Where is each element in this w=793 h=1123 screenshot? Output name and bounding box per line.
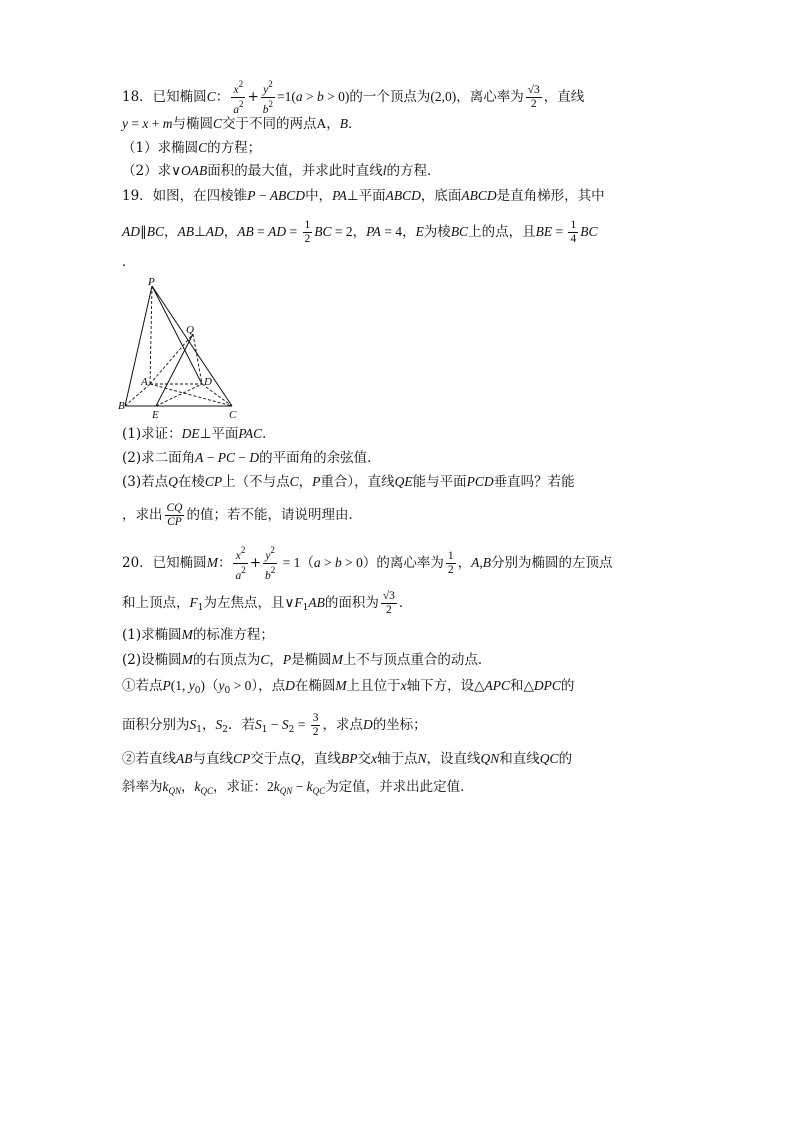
q20-case-2-cont: 斜率为$k_{QN}$，$k_{QC}$，求证：$2k_{QN} - k_{QC}$为定值，并求出此定值． — [122, 779, 474, 796]
q20-part-2: (2)设椭圆M的右顶点为C，P是椭圆M上不与顶点重合的动点． — [122, 652, 492, 668]
q20-case-2: ②若直线AB与直线CP交于点Q，直线BP交x轴于点N，设直线QN和直线QC的 — [122, 751, 573, 767]
pyramid-figure — [118, 276, 243, 421]
label-P: P — [148, 276, 155, 288]
q19-part-3-cont: ，求出 $\frac{CQ}{CP}$ 的值；若不能，请说明理由． — [122, 502, 362, 528]
q18-part-1: （1）求椭圆C的方程； — [122, 140, 262, 156]
q19-dot: ． — [122, 254, 136, 270]
q20-case-1: ①若点P(1, $y_0)(y_0 > 0)$，点D在椭圆M上且位于x轴下方，设△APC和△DPC的 — [122, 678, 575, 696]
label-Q: Q — [186, 324, 194, 336]
q19-part-3: (3)若点Q在棱CP上（不与点C，P重合），直线QE能与平面PCD垂直吗？若能 — [122, 474, 575, 490]
q19-part-2: (2)求二面角A − PC − D的平面角的余弦值． — [122, 450, 381, 466]
q20-case-1-cont: 面积分别为$S_1$，$S_2$．若$S_1 - S_2$ = $\frac{3}{2}$ ，求点D的坐标； — [122, 712, 427, 738]
q18-line-2: y = x + m与椭圆C交于不同的两点A，B． — [122, 116, 362, 132]
q19-line-2: AD∥BC，AB⊥AD，AB = AD = $\frac{1}{2}$ BC = 2，PA = 4，E为棱BC上的点，且BE = $\frac{1}{4}$ BC — [122, 219, 598, 245]
q18-part-2: （2）求∨OAB面积的最大值，并求此时直线l的方程． — [122, 163, 441, 179]
q19-line-1: 19．如图，在四棱锥P − ABCD中，PA⊥平面ABCD，底面ABCD是直角梯形，其中 — [122, 188, 605, 204]
q20-line-1: 20．已知椭圆M： $\frac{x^2}{a^2}$ + $\frac{y^2}{b^2}$ = 1（a > b > 0）的离心率为 $\frac{1}{2}$ ，A,B分别为椭圆的左顶点 — [122, 545, 613, 582]
label-B: B — [118, 400, 125, 412]
label-A: A — [141, 376, 148, 388]
q20-line-2: 和上顶点，$F_1$为左焦点，且$\vee F_1AB$的面积为 $\frac{√3}{2}$ ． — [122, 590, 413, 616]
label-C: C — [229, 409, 237, 421]
q19-part-1: (1)求证：DE⊥平面PAC． — [122, 426, 276, 442]
label-D: D — [204, 376, 212, 388]
q20-part-1: (1)求椭圆M的标准方程； — [122, 627, 274, 643]
q18-line-1: 18．已知椭圆C： $\frac{x^2}{a^2}$ + $\frac{y^2}{b^2}$ =1(a > b > 0)的一个顶点为(2,0)，离心率为 $\frac{√3}{2}$ ，直线 — [122, 79, 585, 116]
q18-text: 18．已知椭圆 — [122, 89, 207, 105]
label-E: E — [152, 409, 159, 421]
